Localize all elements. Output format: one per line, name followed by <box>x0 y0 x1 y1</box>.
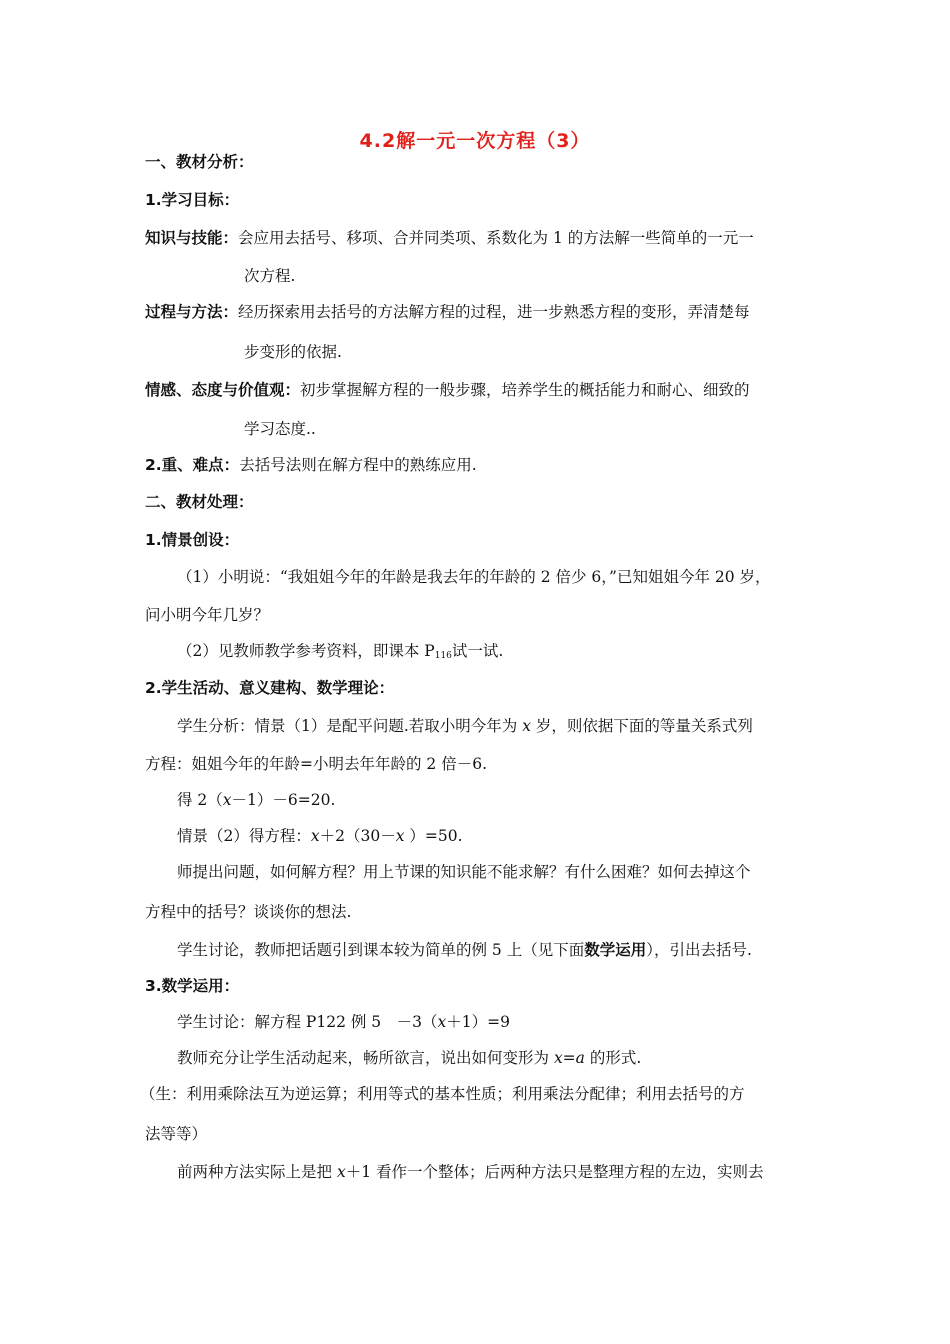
analysis-line <box>177 716 753 736</box>
analysis-line-cont: 方程：姐姐今年的年龄=小明去年年龄的 2 倍－6. <box>145 755 487 773</box>
equation-1 <box>177 790 335 810</box>
key-difficulty-label: 2.重、难点： <box>145 456 240 474</box>
equation-2-label: 情景（2）得方程： <box>177 827 311 845</box>
equation-2-mid: ＋2（30－ <box>319 827 396 845</box>
final-line <box>177 1162 763 1182</box>
var-x: x <box>395 827 405 845</box>
goal-knowledge-label: 知识与技能： <box>145 229 239 247</box>
key-difficulty <box>145 455 477 475</box>
scenario-1-cont: 问小明今年几岁？ <box>145 606 270 624</box>
discussion-text: 学生讨论，教师把话题引到课本较为简单的例 5 上（见下面 <box>177 941 585 959</box>
key-difficulty-text: 去括号法则在解方程中的熟练应用. <box>239 456 477 474</box>
example-line <box>177 1012 510 1032</box>
goal-process-label: 过程与方法： <box>145 303 239 321</box>
discussion-line <box>177 940 752 960</box>
goal-process-text: 经历探索用去括号的方法解方程的过程，进一步熟悉方程的变形，弄清楚每 <box>238 303 750 321</box>
equation-1-start: 得 2（ <box>177 791 223 809</box>
final-text: 前两种方法实际上是把 <box>177 1163 337 1181</box>
section-heading-2: 二、教材处理： <box>145 493 254 511</box>
teacher-question: 师提出问题，如何解方程？用上节课的知识能不能求解？有什么困难？如何去掉这个 <box>177 863 751 881</box>
final-text-end: ＋1 看作一个整体；后两种方法只是整理方程的左边，实则去 <box>345 1163 764 1181</box>
goal-process <box>145 302 750 322</box>
page-ref-subscript: 116 <box>434 651 452 661</box>
analysis-text-end: 岁，则依据下面的等量关系式列 <box>530 717 753 735</box>
equation-1-end: －1）－6=20. <box>231 791 336 809</box>
goal-attitude-label: 情感、态度与价值观： <box>145 381 301 399</box>
document-title: 4.2解一元一次方程（3） <box>359 130 591 152</box>
subheading-scenario: 1.情景创设： <box>145 531 240 549</box>
discussion-bold-ref: 数学运用 <box>584 941 647 959</box>
var-x: x <box>522 717 531 735</box>
student-methods-cont: 法等等） <box>145 1125 208 1143</box>
discussion-text-end: ），引出去括号. <box>646 941 752 959</box>
section-heading-1: 一、教材分析： <box>145 153 254 171</box>
goal-attitude-cont: 学习态度.. <box>244 420 316 438</box>
subheading-learning-goals: 1.学习目标： <box>145 191 240 209</box>
scenario-2 <box>177 641 503 664</box>
goal-attitude <box>145 380 750 400</box>
teacher-question-cont: 方程中的括号？谈谈你的想法. <box>145 903 352 921</box>
analysis-text: 学生分析：情景（1）是配平问题.若取小明今年为 <box>177 717 523 735</box>
goal-knowledge-cont: 次方程. <box>244 267 296 285</box>
teacher-note-end: 的形式. <box>584 1049 642 1067</box>
var-x: x <box>336 1163 346 1181</box>
goal-knowledge-text: 会应用去括号、移项、合并同类项、系数化为 1 的方法解一些简单的一元一 <box>238 229 754 247</box>
goal-knowledge <box>145 228 754 248</box>
teacher-note-text: 教师充分让学生活动起来，畅所欲言，说出如何变形为 <box>177 1049 554 1067</box>
scenario-2-end: 试一试. <box>451 642 504 660</box>
teacher-note <box>177 1048 641 1068</box>
subheading-activity: 2.学生活动、意义建构、数学理论： <box>145 679 395 697</box>
subheading-application: 3.数学运用： <box>145 977 240 995</box>
equation-2 <box>177 826 463 846</box>
student-methods: （生：利用乘除法互为逆运算；利用等式的基本性质；利用乘法分配律；利用去括号的方 <box>140 1085 745 1103</box>
scenario-1: （1）小明说：“我姐姐今年的年龄是我去年的年龄的 2 倍少 6，”已知姐姐今年 20 岁， <box>177 568 771 586</box>
var-x: x <box>310 827 320 845</box>
example-text-end: ＋1）=9 <box>446 1013 510 1031</box>
goal-process-cont: 步变形的依据. <box>244 343 342 361</box>
var-x: x <box>437 1013 447 1031</box>
goal-attitude-text: 初步掌握解方程的一般步骤，培养学生的概括能力和耐心、细致的 <box>300 381 750 399</box>
example-text: 学生讨论：解方程 P122 例 5 －3（ <box>177 1013 438 1031</box>
var-x-equals-a: x=a <box>553 1049 585 1067</box>
scenario-2-text: （2）见教师教学参考资料，即课本 P <box>177 642 435 660</box>
var-x: x <box>222 791 232 809</box>
equation-2-end: ）=50. <box>404 827 463 845</box>
